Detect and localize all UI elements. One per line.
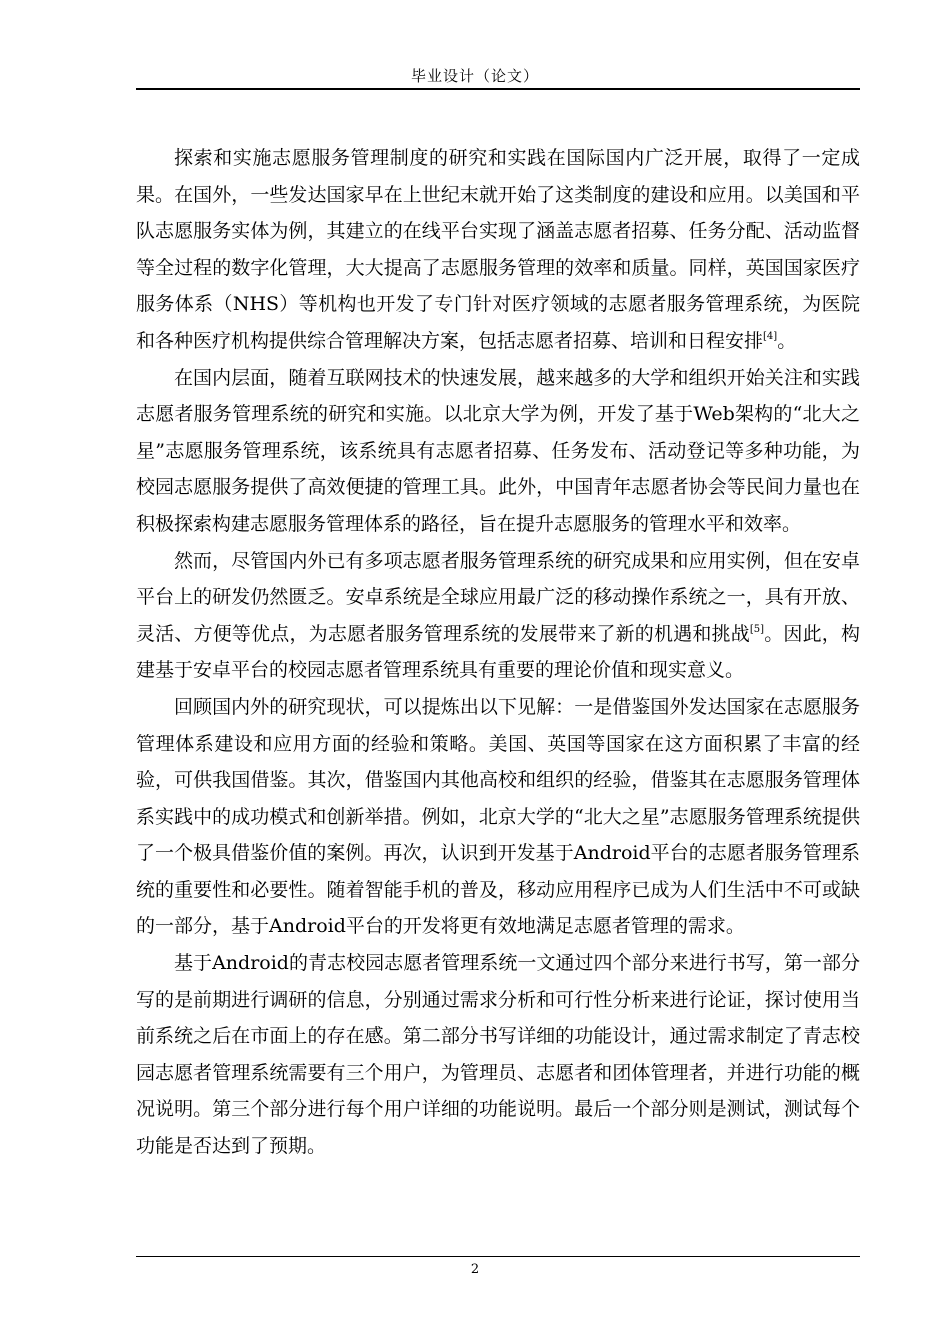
- running-header-title: 毕业设计（论文）: [410, 67, 539, 85]
- paragraph-domestic-research: [136, 360, 860, 543]
- citation-marker: [4]: [763, 330, 778, 342]
- footer-divider: [136, 1256, 860, 1257]
- page-number: 2: [470, 1262, 480, 1277]
- body-text: [136, 140, 860, 1165]
- paragraph-tail: 。: [777, 329, 797, 352]
- paragraph-android-gap: [136, 543, 860, 689]
- header-divider: [136, 88, 860, 90]
- citation-marker: [5]: [749, 623, 765, 635]
- paragraph-review-insights: [136, 689, 860, 945]
- paragraph-text: 然而，尽管国内外已有多项志愿者服务管理系统的研究成果和应用实例，但在安卓平台上的研发仍然匮乏。安卓系统是全球应用最广泛的移动操作系统之一，具有开放、灵活、方便等优点，为志愿者服务管理系统的发展带来了新的机遇和挑战: [136, 549, 860, 645]
- paragraph-text: 基于Android的青志校园志愿者管理系统一文通过四个部分来进行书写，第一部分写的是前期进行调研的信息，分别通过需求分析和可行性分析来进行论证，探讨使用当前系统之后在市面上的存在感。第二部分书写详细的功能设计，通过需求制定了青志校园志愿者管理系统需要有三个用户，为管理员、志愿者和团体管理者，并进行功能的概况说明。第三个部分进行每个用户详细的功能说明。最后一个部分则是测试，测试每个功能是否达到了预期。: [136, 952, 860, 1158]
- paragraph-structure-overview: [136, 945, 860, 1165]
- paragraph-intl-research: [136, 140, 860, 360]
- paragraph-text: 探索和实施志愿服务管理制度的研究和实践在国际国内广泛开展，取得了一定成果。在国外，一些发达国家早在上世纪末就开始了这类制度的建设和应用。以美国和平队志愿服务实体为例，其建立的在线平台实现了涵盖志愿者招募、任务分配、活动监督等全过程的数字化管理，大大提高了志愿服务管理的效率和质量。同样，英国国家医疗服务体系（NHS）等机构也开发了专门针对医疗领域的志愿者服务管理系统，为医院和各种医疗机构提供综合管理解决方案，包括志愿者招募、培训和日程安排: [136, 147, 860, 352]
- paragraph-text: 回顾国内外的研究现状，可以提炼出以下见解：一是借鉴国外发达国家在志愿服务管理体系建设和应用方面的经验和策略。美国、英国等国家在这方面积累了丰富的经验，可供我国借鉴。其次，借鉴国内其他高校和组织的经验，借鉴其在志愿服务管理体系实践中的成功模式和创新举措。例如，北京大学的“北大之星”志愿服务管理系统提供了一个极具借鉴价值的案例。再次，认识到开发基于Android平台的志愿者服务管理系统的重要性和必要性。随着智能手机的普及，移动应用程序已成为人们生活中不可或缺的一部分，基于Android平台的开发将更有效地满足志愿者管理的需求。: [136, 695, 860, 938]
- paragraph-text: 在国内层面，随着互联网技术的快速发展，越来越多的大学和组织开始关注和实践志愿者服务管理系统的研究和实施。以北京大学为例，开发了基于Web架构的“北大之星”志愿服务管理系统，该系统具有志愿者招募、任务发布、活动登记等多种功能，为校园志愿服务提供了高效便捷的管理工具。此外，中国青年志愿者协会等民间力量也在积极探索构建志愿服务管理体系的路径，旨在提升志愿服务的管理水平和效率。: [136, 366, 860, 535]
- paragraph-tail: 。因此，构建基于安卓平台的校园志愿者管理系统具有重要的理论价值和现实意义。: [136, 622, 860, 682]
